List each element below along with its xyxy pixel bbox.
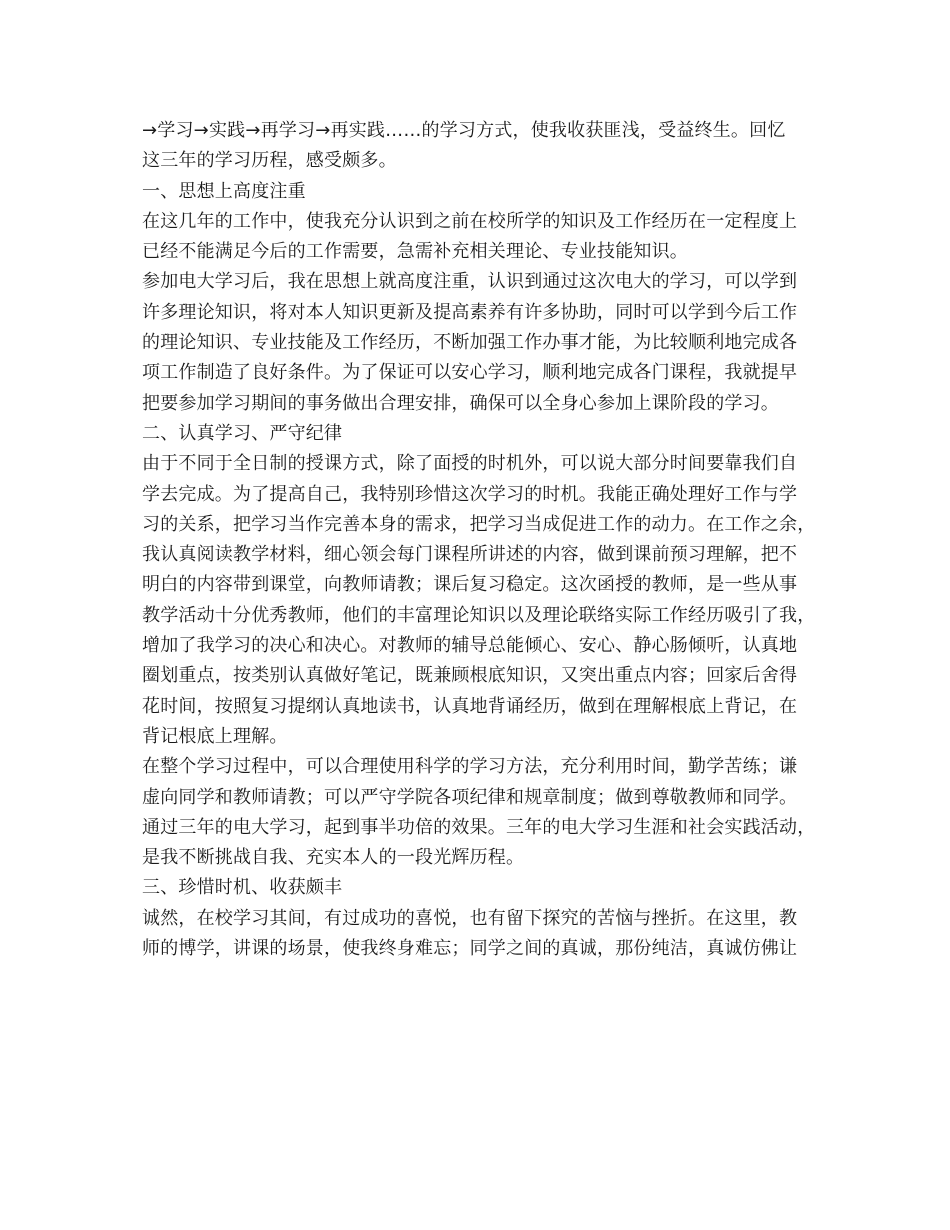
text-line: 的理论知识、专业技能及工作经历，不断加强工作办事才能，为比较顺利地完成各 bbox=[142, 332, 798, 354]
text-line: 这三年的学习历程，感受颇多。 bbox=[142, 150, 397, 172]
text-line: 把要参加学习期间的事务做出合理安排，确保可以全身心参加上课阶段的学习。 bbox=[142, 392, 779, 414]
text-line: 师的博学，讲课的场景，使我终身难忘；同学之间的真诚，那份纯洁，真诚仿佛让 bbox=[142, 938, 798, 960]
text-line: 在这几年的工作中，使我充分认识到之前在校所学的知识及工作经历在一定程度上 bbox=[142, 210, 798, 232]
text-line: 我认真阅读教学材料，细心领会每门课程所讲述的内容，做到课前预习理解，把不 bbox=[142, 544, 798, 566]
section-heading: 一、思想上高度注重 bbox=[142, 180, 306, 202]
text-line: 虚向同学和教师请教；可以严守学院各项纪律和规章制度；做到尊敬教师和同学。 bbox=[142, 786, 798, 808]
text-line: 增加了我学习的决心和决心。对教师的辅导总能倾心、安心、静心肠倾听，认真地 bbox=[142, 635, 798, 657]
text-line: 诚然，在校学习其间，有过成功的喜悦，也有留下探究的苦恼与挫折。在这里，教 bbox=[142, 907, 798, 929]
text-line: 教学活动十分优秀教师，他们的丰富理论知识以及理论联络实际工作经历吸引了我， bbox=[142, 604, 816, 626]
text-line: 明白的内容带到课堂，向教师请教；课后复习稳定。这次函授的教师，是一些从事 bbox=[142, 574, 798, 596]
text-line: 圈划重点，按类别认真做好笔记，既兼顾根底知识，又突出重点内容；回家后舍得 bbox=[142, 665, 798, 687]
document-body bbox=[142, 116, 816, 964]
section-heading: 三、珍惜时机、收获颇丰 bbox=[142, 877, 343, 899]
text-line: 是我不断挑战自我、充实本人的一段光辉历程。 bbox=[142, 847, 525, 869]
text-line: 由于不同于全日制的授课方式，除了面授的时机外，可以说大部分时间要靠我们自 bbox=[142, 453, 798, 475]
text-line: 已经不能满足今后的工作需要，急需补充相关理论、专业技能知识。 bbox=[142, 241, 688, 263]
text-line: 学去完成。为了提高自己，我特别珍惜这次学习的时机。我能正确处理好工作与学 bbox=[142, 483, 798, 505]
text-line: 项工作制造了良好条件。为了保证可以安心学习，顺利地完成各门课程，我就提早 bbox=[142, 362, 798, 384]
text-line: 许多理论知识，将对本人知识更新及提高素养有许多协助，同时可以学到今后工作 bbox=[142, 301, 798, 323]
text-line: 参加电大学习后，我在思想上就高度注重，认识到通过这次电大的学习，可以学到 bbox=[142, 271, 798, 293]
section-heading: 二、认真学习、严守纪律 bbox=[142, 422, 343, 444]
text-line: 习的关系，把学习当作完善本身的需求，把学习当成促进工作的动力。在工作之余， bbox=[142, 513, 816, 535]
text-line: 在整个学习过程中，可以合理使用科学的学习方法，充分利用时间，勤学苦练；谦 bbox=[142, 756, 798, 778]
text-line: →学习→实践→再学习→再实践……的学习方式，使我收获匪浅，受益终生。回忆 bbox=[142, 120, 786, 141]
text-line: 背记根底上理解。 bbox=[142, 725, 288, 747]
text-line: 花时间，按照复习提纲认真地读书，认真地背诵经历，做到在理解根底上背记，在 bbox=[142, 695, 798, 717]
text-line: 通过三年的电大学习，起到事半功倍的效果。三年的电大学习生涯和社会实践活动， bbox=[142, 816, 816, 838]
